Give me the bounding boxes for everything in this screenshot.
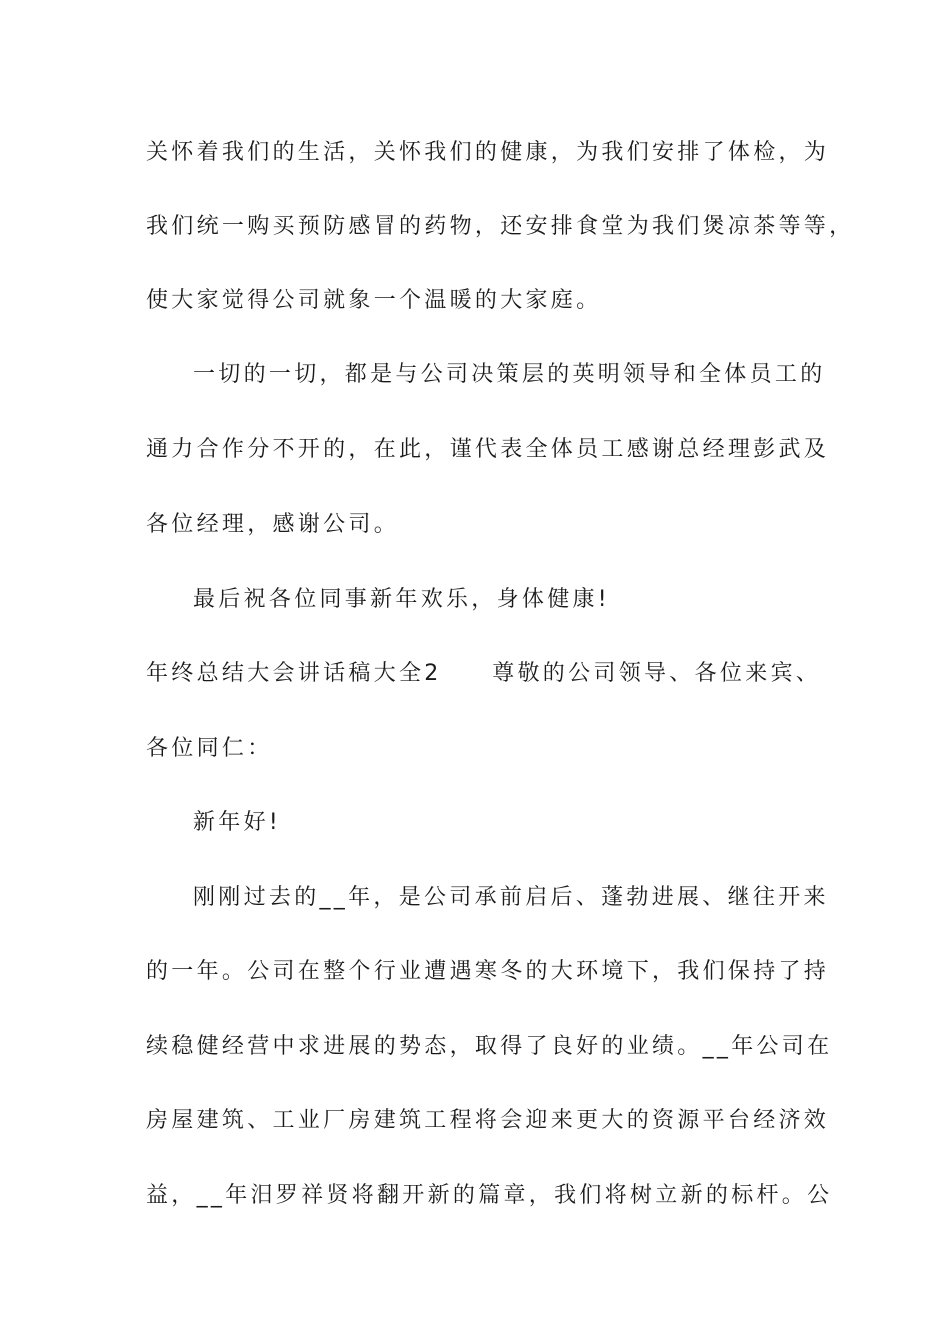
text-line: 使大家觉得公司就象一个温暖的大家庭。 [146, 288, 602, 313]
text-line: 益，__年汨罗祥贤将翻开新的篇章，我们将树立新的标杆。公 [146, 1183, 833, 1208]
section-heading: 年终总结大会讲话稿大全2 尊敬的公司领导、各位来宾、 [146, 661, 822, 686]
text-line: 各位经理，感谢公司。 [146, 512, 400, 537]
text-line: 我们统一购买预防感冒的药物，还安排食堂为我们煲凉茶等等， [146, 214, 855, 239]
text-line: 关怀着我们的生活，关怀我们的健康，为我们安排了体检，为 [146, 140, 830, 165]
text-line: 新年好! [193, 810, 282, 835]
text-line: 房屋建筑、工业厂房建筑工程将会迎来更大的资源平台经济效 [146, 1108, 830, 1133]
text-line: 刚刚过去的__年，是公司承前启后、蓬勃进展、继往开来 [193, 885, 829, 910]
text-line: 一切的一切，都是与公司决策层的英明领导和全体员工的 [193, 362, 826, 387]
text-line: 通力合作分不开的，在此，谨代表全体员工感谢总经理彭武及 [146, 437, 830, 462]
text-line: 的一年。公司在整个行业遭遇寒冬的大环境下，我们保持了持 [146, 959, 830, 984]
text-line: 续稳健经营中求进展的势态，取得了良好的业绩。__年公司在 [146, 1034, 833, 1059]
text-line: 各位同仁： [146, 736, 273, 761]
text-line: 最后祝各位同事新年欢乐，身体健康! [193, 587, 610, 612]
